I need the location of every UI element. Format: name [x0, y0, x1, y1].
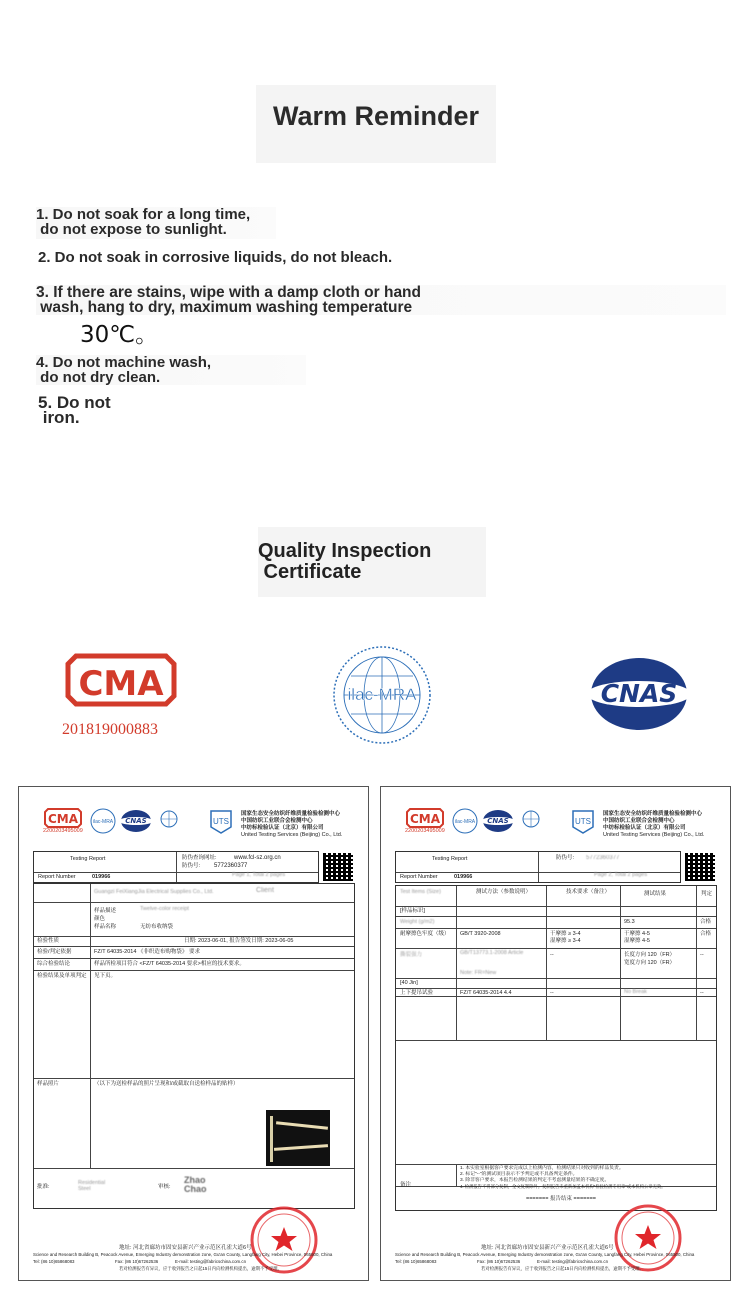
globe-small-icon: [521, 809, 541, 829]
ilac-mra-logo: [331, 644, 433, 746]
residential-text: Residential Steel: [78, 1180, 106, 1192]
row-lift-result: No Break: [624, 989, 647, 995]
remark-2: 2. 标记"--"的测试项目表示不予判定或不具备判定条件。: [460, 1172, 578, 1177]
applicant-name: Guangzi FeiXiangJia Electrical Supplies Co., Ltd.: [94, 889, 214, 895]
page-info: Page 2, Total 2 pages: [594, 872, 648, 878]
signer-name: Zhao Chao: [184, 1175, 207, 1194]
official-stamp-icon: [613, 1203, 683, 1273]
approve-label: 批准:: [37, 1184, 50, 1190]
cma-report-number: 2200203495009: [43, 828, 83, 834]
row-rubbing-method: GB/T 3920-2008: [460, 931, 501, 937]
row-lift-req: --: [550, 990, 554, 996]
inspection-dates: 日期: 2023-06-01, 报告签发日期: 2023-06-05: [184, 938, 294, 944]
report-number-label: Report Number: [38, 874, 76, 880]
photo-label: 样品照片: [37, 1081, 60, 1087]
row-tear-res-width: 宽度方向 120（FR）: [624, 960, 676, 966]
footer-fax: Fax: (86 10)67262536: [477, 1259, 521, 1264]
svg-text:CMA: CMA: [47, 812, 79, 826]
svg-text:UTS: UTS: [575, 817, 591, 826]
header-cn-1: 国家生态安全纺织纤维质量检验检测中心: [241, 811, 341, 817]
report-main-table: [33, 883, 355, 1209]
footer-fax: Fax: (86 10)67262536: [115, 1259, 159, 1264]
audit-label: 审核:: [158, 1184, 171, 1190]
header-cn-2: 中国纺织工业联合会检测中心: [241, 818, 313, 824]
row-lift-method: FZ/T 64035-2014 4.4: [460, 990, 512, 996]
results-value: 见下页。: [94, 973, 117, 979]
reminder-item-3: 3. If there are stains, wipe with a damp cloth or hand wash, hang to dry, maximum washing temperature: [36, 285, 726, 315]
row-lift-judge: --: [700, 990, 704, 996]
footer-address: 地址: 河北省廊坊市固安县新兴产业示范区孔雀大道6号: [481, 1245, 614, 1251]
globe-small-icon: [159, 809, 179, 829]
report-header-table: [33, 851, 319, 883]
official-stamp-icon: [249, 1205, 319, 1275]
quality-certificate-title: Quality Inspection Certificate: [258, 527, 486, 597]
svg-text:CNAS: CNAS: [487, 817, 509, 825]
row-rubbing-req-dry: 干摩擦 ≥ 3-4: [550, 931, 581, 937]
row-tear-req: --: [550, 952, 554, 958]
inspection-type-label: 检验性质: [37, 938, 60, 944]
cnas-text: CNAS: [600, 679, 678, 708]
report-label: Testing Report: [70, 856, 106, 862]
code-label: 防伪号:: [556, 855, 575, 861]
test-report-page-2: [380, 786, 731, 1281]
page-info: Page 1, Total 2 pages: [232, 872, 286, 878]
client-label: Client: [256, 887, 274, 894]
cnas-logo: [588, 656, 690, 732]
color-label: 颜色: [94, 916, 106, 922]
col-method-header: 测试方法（参数说明）: [476, 889, 532, 895]
svg-text:CNAS: CNAS: [125, 817, 147, 825]
sample-photo: [266, 1110, 330, 1166]
cnas-small-icon: [119, 809, 153, 833]
reminder-item-1: 1. Do not soak for a long time, do not expose to sunlight.: [36, 207, 276, 239]
row-rubbing-req-wet: 湿摩擦 ≥ 3-4: [550, 938, 581, 944]
header-cn-2: 中国纺织工业联合会检测中心: [603, 818, 675, 824]
ilac-small-icon: [89, 807, 117, 835]
svg-text:ilac-MRA: ilac-MRA: [92, 819, 114, 825]
cma-text: CMA: [78, 664, 164, 704]
security-code: 5772360377: [214, 863, 248, 869]
footer-email: E-mail: testing@fabricschina.com.cn: [537, 1259, 609, 1264]
row-lift-item: 上下提吊试验: [400, 990, 434, 996]
footer-address: 地址: 河北省廊坊市固安县新兴产业示范区孔雀大道6号: [119, 1245, 252, 1251]
header-cn-1: 国家生态安全纺织纤维质量检验检测中心: [603, 811, 703, 817]
footer-tel: Tel: (86 10)65868083: [395, 1259, 437, 1264]
svg-text:UTS: UTS: [213, 817, 229, 826]
row-weight-judge: 合格: [700, 919, 712, 925]
row-rubbing-res-dry: 干摩擦 4-5: [624, 931, 650, 937]
footer-tel: Tel: (86 10)65868083: [33, 1259, 75, 1264]
footer-note: 若对检测报告有异议，应于收到报告之日起15日内向检测机构提出，逾期不予受理。: [119, 1266, 282, 1271]
cma-mark-icon: [62, 652, 180, 712]
report-end: ======= 报告结束 =======: [526, 1196, 597, 1202]
sample-name: 无纺布收纳袋: [140, 924, 174, 930]
cma-number: 201819000883: [62, 721, 158, 738]
sample-desc-label: 样品描述: [94, 908, 117, 914]
row-tear-method: GB/T13773.1-2008 Article: [460, 950, 524, 956]
svg-text:CMA: CMA: [409, 812, 441, 826]
row-rubbing-judge: 合格: [700, 931, 712, 937]
header-en: United Testing Services (Beijing) Co., Ltd.: [603, 832, 705, 838]
max-temperature: 30℃。: [80, 322, 159, 348]
report-label: Testing Report: [432, 856, 468, 862]
photo-note: （以下为送检样品的照片呈现和/或截取自送检样品的贴样）: [94, 1081, 239, 1087]
remarks-label: 备注: [400, 1182, 412, 1188]
report-header-table: [395, 851, 681, 883]
reminder-item-4: 4. Do not machine wash, do not dry clean.: [36, 355, 306, 385]
reminder-item-5: 5. Do not iron.: [38, 393, 111, 427]
report-number: 019966: [92, 874, 111, 880]
uts-logo-icon: [207, 807, 235, 835]
ilac-small-icon: [451, 807, 479, 835]
standard-label: 检验/判定依据: [37, 949, 72, 955]
col-result-header: 测试结果: [644, 891, 667, 897]
remark-1: 1. 本实验室根据客户要求完成以上检测内容，检测结果只对收到的样品负责。: [460, 1166, 624, 1171]
row-weight-result: 95.3: [624, 919, 635, 925]
svg-text:ilac-MRA: ilac-MRA: [454, 819, 476, 825]
row-tear-item: 撕裂强力: [400, 952, 423, 958]
cnas-small-icon: [481, 809, 515, 833]
row-tear-res-length: 长度方向 120（FR）: [624, 952, 676, 958]
footer-note: 若对检测报告有异议，应于收到报告之日起15日内向检测机构提出，逾期不予受理。: [481, 1266, 644, 1271]
remark-4: 4. 检测报告不得部分复制，全文复制除外。复制报告未重新加盖本机构"检验检测专用章"或本机构公章无效。: [460, 1184, 666, 1189]
color-value: Twelve-color receipt: [140, 906, 189, 912]
warm-reminder-title: Warm Reminder: [256, 85, 496, 163]
col-judge-header: 判定: [701, 891, 713, 897]
footer-address-en: Science and Research Building B, Peacock Avenue, Emerging Industry demonstration zone, Gu'an County, Langfang City, Hebei Province, 065500, China: [33, 1252, 333, 1257]
conclusion-label: 综合检验结论: [37, 961, 71, 967]
row-weight-load: [40 Jin]: [400, 980, 418, 986]
results-label: 检验结果及单项判定: [37, 973, 87, 979]
row-note: Note: FR=New: [460, 970, 497, 976]
footer-email: E-mail: testing@fabricschina.com.cn: [175, 1259, 247, 1264]
qr-code: [323, 853, 353, 881]
conclusion-value: 样品所检项目符合 <FZ/T 64035-2014 要求>相应的技术要求。: [94, 961, 245, 967]
ilac-globe-icon: [331, 644, 433, 746]
website-label: 防伪查询网址:: [182, 855, 217, 861]
header-en: United Testing Services (Beijing) Co., Ltd.: [241, 832, 343, 838]
cnas-globe-icon: [588, 656, 690, 732]
row-sample-id: [样品标识]: [400, 908, 426, 914]
header-cn-3: 中纺标检验认证（北京）有限公司: [241, 825, 324, 831]
header-cn-3: 中纺标检验认证（北京）有限公司: [603, 825, 686, 831]
footer-address-en: Science and Research Building B, Peacock Avenue, Emerging Industry demonstration zone, Gu'an County, Langfang City, Hebei Province, 065500, China: [395, 1252, 695, 1257]
col-requirement-header: 技术要求（备注）: [566, 889, 611, 895]
row-rubbing-item: 耐摩擦色牢度（级）: [400, 931, 450, 937]
report-number: 019966: [454, 874, 473, 880]
row-rubbing-res-wet: 湿摩擦 4-5: [624, 938, 650, 944]
sample-name-label: 样品名称: [94, 924, 117, 930]
website: www.fcl-sz.org.cn: [234, 855, 281, 861]
qr-code: [685, 853, 715, 881]
reminder-item-2: 2. Do not soak in corrosive liquids, do not bleach.: [38, 249, 393, 266]
cma-logo: [62, 652, 180, 742]
report-number-label: Report Number: [400, 874, 438, 880]
security-code: 5772360377: [586, 855, 620, 861]
row-tear-judge: --: [700, 952, 704, 958]
test-report-page-1: [18, 786, 369, 1281]
standard-value: FZ/T 64035-2014 《非织造布购物袋》 要求: [94, 949, 200, 955]
code-label: 防伪号:: [182, 863, 201, 869]
ilac-text: ilac-MRA: [347, 685, 417, 704]
row-weight-item: Weight (g/m2): [400, 919, 435, 925]
results-table: [395, 885, 717, 1211]
remark-3: 3. 除非客户要求，本报告检测结果的判定不考虑测量结果的不确定度。: [460, 1178, 610, 1183]
col-item-header: Test Items (Size): [400, 889, 441, 895]
uts-logo-icon: [569, 807, 597, 835]
cma-report-number: 2200203495009: [405, 828, 445, 834]
